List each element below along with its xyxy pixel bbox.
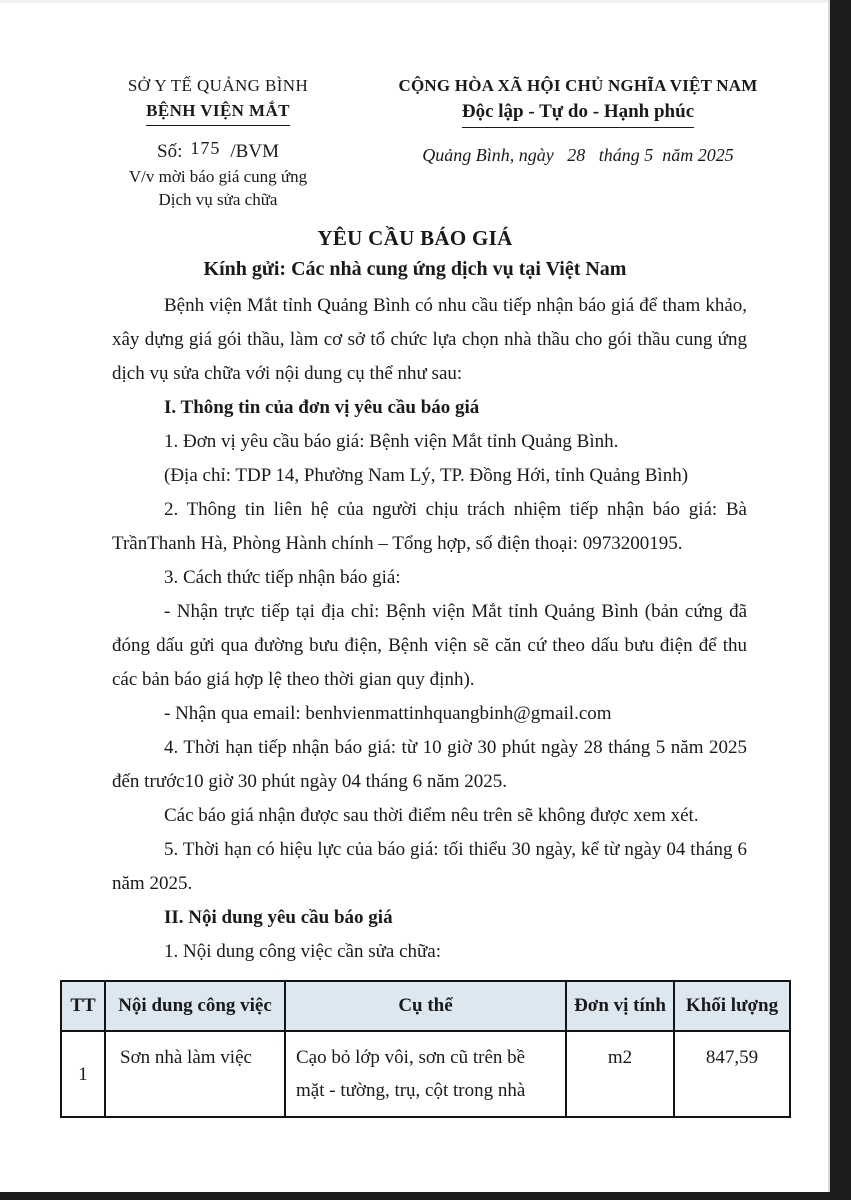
column-header-work: Nội dung công việc bbox=[105, 981, 285, 1031]
cell-detail: Cạo bỏ lớp vôi, sơn cũ trên bề mặt - tường, trụ, cột trong nhà bbox=[285, 1031, 566, 1117]
section1-item: 5. Thời hạn có hiệu lực của báo giá: tối thiểu 30 ngày, kể từ ngày 04 tháng 6 năm 2025. bbox=[112, 839, 747, 894]
national-motto: Độc lập - Tự do - Hạnh phúc bbox=[462, 99, 694, 128]
section1-item: 3. Cách thức tiếp nhận báo giá: bbox=[164, 567, 401, 588]
cell-quantity: 847,59 bbox=[674, 1031, 790, 1117]
place-date-line: Quảng Bình, ngày 28 tháng 5 năm 2025 bbox=[422, 145, 734, 165]
section1-heading: I. Thông tin của đơn vị yêu cầu báo giá bbox=[164, 397, 480, 418]
table-row bbox=[61, 1031, 790, 1117]
national-motto-wrap bbox=[384, 99, 772, 128]
section1-item: 2. Thông tin liên hệ của người chịu trách nhiệm tiếp nhận báo giá: Bà TrầnThanh Hà, Phòng Hành chính – Tổng hợp, số điện thoại: 0973200195. bbox=[112, 499, 747, 554]
section1-item-email: - Nhận qua email: benhvienmattinhquangbinh@gmail.com bbox=[164, 703, 612, 724]
cell-work: Sơn nhà làm việc bbox=[105, 1031, 285, 1117]
section1-item: 1. Đơn vị yêu cầu báo giá: Bệnh viện Mắt tỉnh Quảng Bình. bbox=[164, 431, 619, 452]
cell-unit: m2 bbox=[566, 1031, 674, 1117]
document-number-label: Số: bbox=[157, 141, 183, 162]
table-header-row bbox=[61, 981, 790, 1031]
section1-item: - Nhận trực tiếp tại địa chỉ: Bệnh viện Mắt tỉnh Quảng Bình (bản cứng đã đóng dấu gửi qua đường bưu điện, Bệnh viện sẽ căn cứ theo dấu bưu điện để thu các bản báo giá hợp lệ theo thời gian quy định). bbox=[112, 601, 747, 690]
section1-item: Các báo giá nhận được sau thời điểm nêu trên sẽ không được xem xét. bbox=[164, 805, 699, 826]
national-title: CỘNG HÒA XÃ HỘI CHỦ NGHĨA VIỆT NAM bbox=[398, 76, 758, 95]
page-bottom-edge bbox=[0, 1192, 851, 1200]
section1-item: (Địa chỉ: TDP 14, Phường Nam Lý, TP. Đồng Hới, tỉnh Quảng Bình) bbox=[164, 465, 689, 486]
salutation-line: Kính gửi: Các nhà cung ứng dịch vụ tại Việt Nam bbox=[203, 258, 627, 280]
issuing-agency-block bbox=[86, 74, 350, 211]
section1-item: 4. Thời hạn tiếp nhận báo giá: từ 10 giờ 30 phút ngày 28 tháng 5 năm 2025 đến trước10 giờ 30 phút ngày 04 tháng 6 năm 2025. bbox=[112, 737, 747, 792]
document-header bbox=[0, 0, 830, 211]
unit-name: BỆNH VIỆN MẮT bbox=[146, 98, 290, 126]
agency-name: SỞ Y TẾ QUẢNG BÌNH bbox=[127, 76, 309, 95]
national-header-block bbox=[350, 74, 772, 211]
section2-heading: II. Nội dung yêu cầu báo giá bbox=[164, 907, 393, 928]
unit-name-wrap bbox=[86, 98, 350, 126]
document-title: YÊU CẦU BÁO GIÁ bbox=[317, 226, 513, 250]
page-right-edge bbox=[828, 0, 851, 1200]
intro-paragraph: Bệnh viện Mắt tỉnh Quảng Bình có nhu cầu tiếp nhận báo giá để tham khảo, xây dựng giá gói thầu, làm cơ sở tổ chức lựa chọn nhà thầu cho gói thầu cung ứng dịch vụ sửa chữa với nội dung cụ thể như sau: bbox=[112, 295, 747, 384]
repair-work-table bbox=[60, 980, 791, 1118]
column-header-detail: Cụ thể bbox=[285, 981, 566, 1031]
section2-item: 1. Nội dung công việc cần sửa chữa: bbox=[164, 941, 442, 962]
document-number-suffix: /BVM bbox=[230, 141, 279, 162]
document-body bbox=[0, 282, 830, 969]
document-subject-line2: Dịch vụ sửa chữa bbox=[158, 190, 278, 209]
column-header-tt: TT bbox=[61, 981, 105, 1031]
cell-tt: 1 bbox=[61, 1031, 105, 1117]
document-subject-line1: V/v mời báo giá cung ứng bbox=[128, 167, 308, 186]
document-number-value: 175 bbox=[190, 138, 221, 158]
column-header-unit: Đơn vị tính bbox=[566, 981, 674, 1031]
document-number-line bbox=[86, 138, 350, 165]
column-header-quantity: Khối lượng bbox=[674, 981, 790, 1031]
